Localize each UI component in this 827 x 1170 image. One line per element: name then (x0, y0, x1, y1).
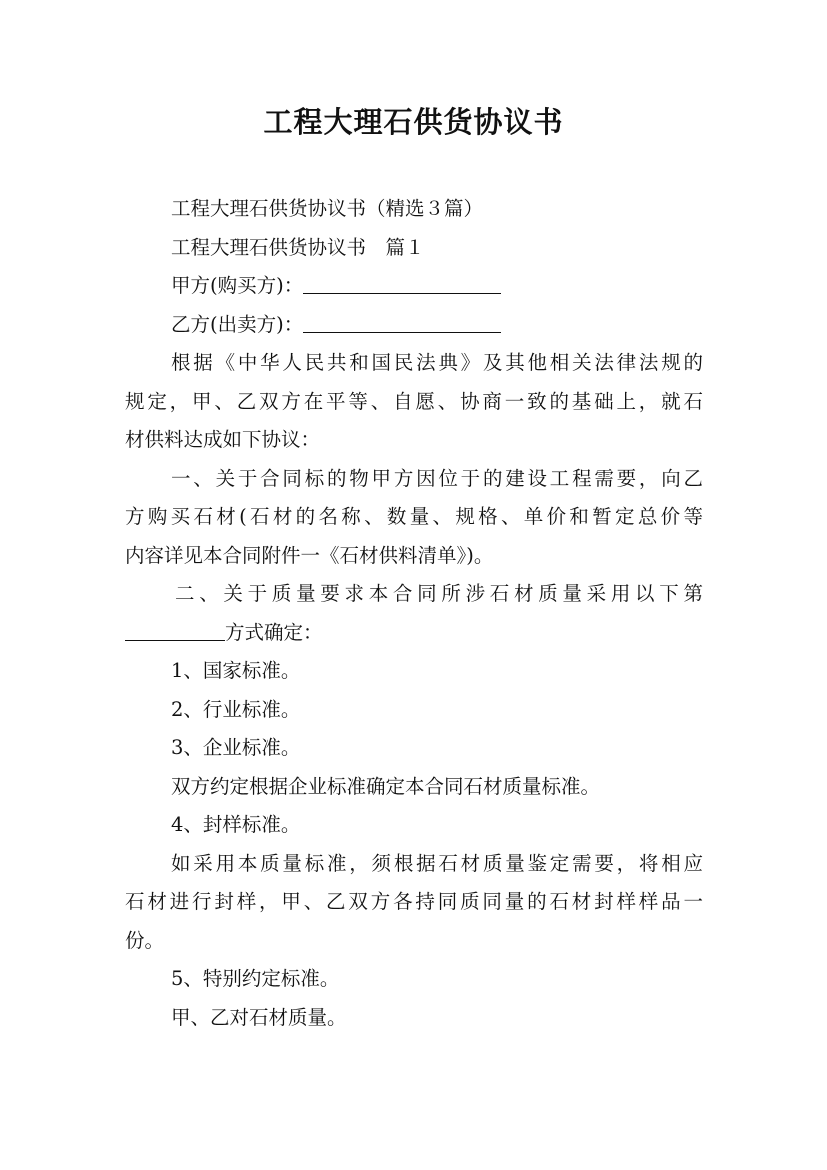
paragraph-line: 内容详见本合同附件一《石材供料清单》)。 (125, 543, 494, 567)
party-a-line (125, 267, 703, 306)
party-b-blank (303, 308, 501, 333)
article-heading: 工程大理石供货协议书 篇１ (171, 235, 425, 259)
paragraph-line: 一、关于合同标的物甲方因位于的建设工程需要，向乙 (171, 466, 703, 490)
paragraph-line: 甲、乙对石材质量。 (171, 1005, 347, 1029)
list-item: 1、国家标准。 (171, 659, 301, 682)
paragraph-line (125, 614, 703, 653)
document-body (125, 190, 703, 1037)
paragraph-line: 石材进行封样，甲、乙双方各持同质同量的石材封样样品一 (125, 890, 703, 913)
method-blank (125, 616, 225, 641)
paragraph-line: 份。 (125, 928, 165, 952)
paragraph-line: 方购买石材(石材的名称、数量、规格、单价和暂定总价等 (125, 505, 703, 528)
paragraph-line: 二、关于质量要求本合同所涉石材质量采用以下第 (175, 582, 703, 605)
list-item: 5、特别约定标准。 (171, 967, 340, 990)
list-item: 4、封样标准。 (171, 813, 301, 836)
list-item: 2、行业标准。 (171, 697, 301, 721)
party-a-label: 甲方(购买方)： (171, 274, 304, 297)
list-item: 3、企业标准。 (171, 736, 301, 759)
paragraph-line: 如采用本质量标准，须根据石材质量鉴定需要，将相应 (171, 851, 703, 875)
paragraph-line: 双方约定根据企业标准确定本合同石材质量标准。 (171, 774, 601, 798)
method-text: 方式确定： (225, 620, 323, 644)
party-a-blank (303, 269, 501, 294)
paragraph-line: 根据《中华人民共和国民法典》及其他相关法律法规的 (171, 351, 703, 374)
party-b-label: 乙方(出卖方)： (171, 312, 304, 336)
paragraph-line: 规定，甲、乙双方在平等、自愿、协商一致的基础上，就石 (125, 389, 703, 413)
subtitle-line: 工程大理石供货协议书（精选３篇） (171, 197, 484, 220)
document-title: 工程大理石供货协议书 (263, 105, 564, 139)
paragraph-line: 材供料达成如下协议： (125, 428, 321, 451)
party-b-line (125, 306, 703, 345)
